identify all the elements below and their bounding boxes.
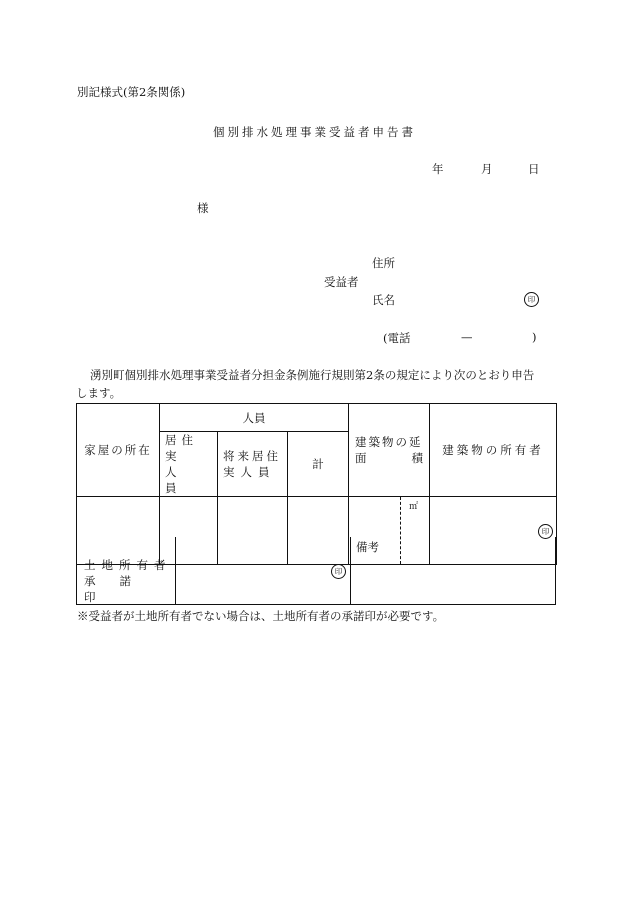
phone-open: (電話	[383, 331, 411, 345]
form-reference: 別記様式(第2条関係)	[77, 85, 186, 99]
address-label: 住所	[372, 256, 395, 270]
building-owner-header: 建築物の所有者	[430, 404, 557, 497]
area-unit: ㎡	[409, 502, 419, 512]
applicant-seal-icon: 印	[524, 292, 539, 307]
owner-seal-icon: 印	[538, 524, 553, 539]
document-title: 個別排水処理事業受益者申告書	[213, 125, 416, 139]
phone-close: )	[532, 330, 537, 344]
land-owner-seal-icon: 印	[331, 564, 346, 579]
footnote: ※受益者が土地所有者でない場合は、土地所有者の承諾印が必要です。	[77, 609, 445, 623]
remarks-label: 備考	[356, 540, 379, 554]
statement-line-1: 湧別町個別排水処理事業受益者分担金条例施行規則第2条の規定により次のとおり申告	[90, 368, 535, 382]
land-owner-label-cell: 土地所有者 承諾印	[77, 537, 176, 604]
beneficiary-label: 受益者	[324, 275, 359, 289]
persons-header: 人員	[160, 404, 349, 432]
addressee-suffix: 様	[197, 201, 209, 215]
date-year: 年	[432, 162, 444, 176]
name-label: 氏名	[372, 293, 395, 307]
future-resident-header: 将来居住 実人員	[218, 432, 288, 497]
floor-area-header: 建築物の延 面 積	[349, 404, 430, 497]
date-day: 日	[528, 162, 540, 176]
location-header: 家屋の所在	[77, 404, 160, 497]
total-header: 計	[288, 432, 349, 497]
land-owner-row	[76, 537, 556, 605]
resident-count-header: 居住実 人 員	[160, 432, 218, 497]
date-month: 月	[481, 162, 493, 176]
statement-line-2: します。	[76, 386, 122, 400]
phone-dash: —	[461, 330, 473, 344]
land-owner-seal-cell[interactable]	[176, 537, 351, 604]
